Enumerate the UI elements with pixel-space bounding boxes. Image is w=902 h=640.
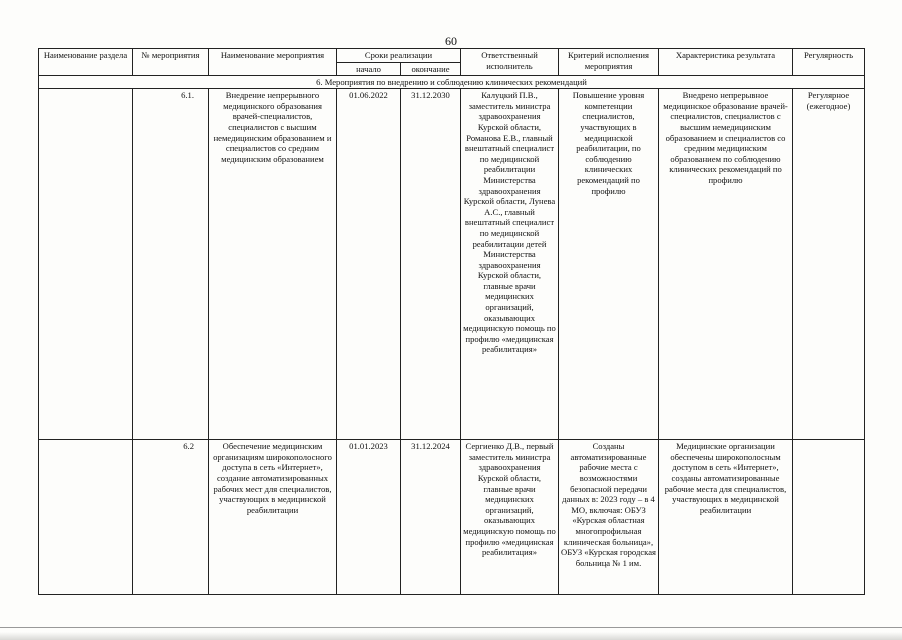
cell-result: Внедрено непрерывное медицинское образование врачей-специалистов, специалистов с высшим немедицинским образованием и специалистов со средним медицинским образованием по соблюдению клинических рекомендаций по профилю — [659, 89, 793, 440]
header-end: окончание — [401, 62, 461, 76]
cell-result: Медицинские организации обеспечены широкополосным доступом в сеть «Интернет», созданы автоматизированные рабочие места для специалистов, участвующих в медицинской реабилитации — [659, 440, 793, 595]
cell-end: 31.12.2024 — [401, 440, 461, 595]
header-start: начало — [337, 62, 401, 76]
cell-event-no: 6.2 — [133, 440, 209, 595]
header-result: Характеристика результата — [659, 49, 793, 76]
cell-regularity — [793, 440, 865, 595]
cell-criterion: Созданы автоматизированные рабочие места с возможностями безопасной передачи данных в: 2023 году – в 4 МО, включая: ОБУЗ «Курская областная многопрофильная клиническая больница», ОБУЗ «Курская городская больница № 1 им. — [559, 440, 659, 595]
cell-event-no: 6.1. — [133, 89, 209, 440]
table-row — [39, 440, 865, 595]
scan-edge — [0, 632, 902, 640]
cell-criterion: Повышение уровня компетенции специалистов, участвующих в медицинской реабилитации, по соблюдению клинических рекомендаций по профилю — [559, 89, 659, 440]
section-title-row — [39, 76, 865, 89]
events-table — [38, 48, 865, 595]
cell-responsible: Сергиенко Д.В., первый заместитель министра здравоохранения Курской области, главные врачи медицинских организаций, оказывающих медицинскую помощь по профилю «медицинская реабилитация» — [461, 440, 559, 595]
cell-end: 31.12.2030 — [401, 89, 461, 440]
header-row — [39, 49, 865, 63]
cell-section — [39, 440, 133, 595]
cell-responsible: Калуцкий П.В., заместитель министра здравоохранения Курской области, Романова Е.В., главный внештатный специалист по медицинской реабилитации Министерства здравоохранения Курской области, Лунева А.С., главный внештатный специалист по медицинской реабилитации детей Министерства здравоохранения Курской области, главные врачи медицинских организаций, оказывающих медицинскую помощь по профилю «медицинская реабилитация» — [461, 89, 559, 440]
cell-event-name: Обеспечение медицинским организациям широкополосного доступа в сеть «Интернет», создание автоматизированных рабочих мест для специалистов, участвующих в медицинской реабилитации — [209, 440, 337, 595]
header-event-name: Наименование мероприятия — [209, 49, 337, 76]
header-event-no: № мероприятия — [133, 49, 209, 76]
header-criterion: Критерий исполнения мероприятия — [559, 49, 659, 76]
cell-start: 01.06.2022 — [337, 89, 401, 440]
cell-event-name: Внедрение непрерывного медицинского образования врачей-специалистов, специалистов с высшим немедицинским образованием и специалистов со средним медицинским образованием — [209, 89, 337, 440]
header-period: Сроки реализации — [337, 49, 461, 63]
header-responsible: Ответственный исполнитель — [461, 49, 559, 76]
cell-regularity: Регулярное (ежегодное) — [793, 89, 865, 440]
cell-start: 01.01.2023 — [337, 440, 401, 595]
section-title: 6. Мероприятия по внедрению и соблюдению клинических рекомендаций — [39, 76, 865, 89]
header-regularity: Регулярность — [793, 49, 865, 76]
scan-artifact-line — [0, 627, 902, 628]
page-number: 60 — [445, 34, 457, 48]
cell-section — [39, 89, 133, 440]
table-row — [39, 89, 865, 440]
header-section-name: Наименование раздела — [39, 49, 133, 76]
